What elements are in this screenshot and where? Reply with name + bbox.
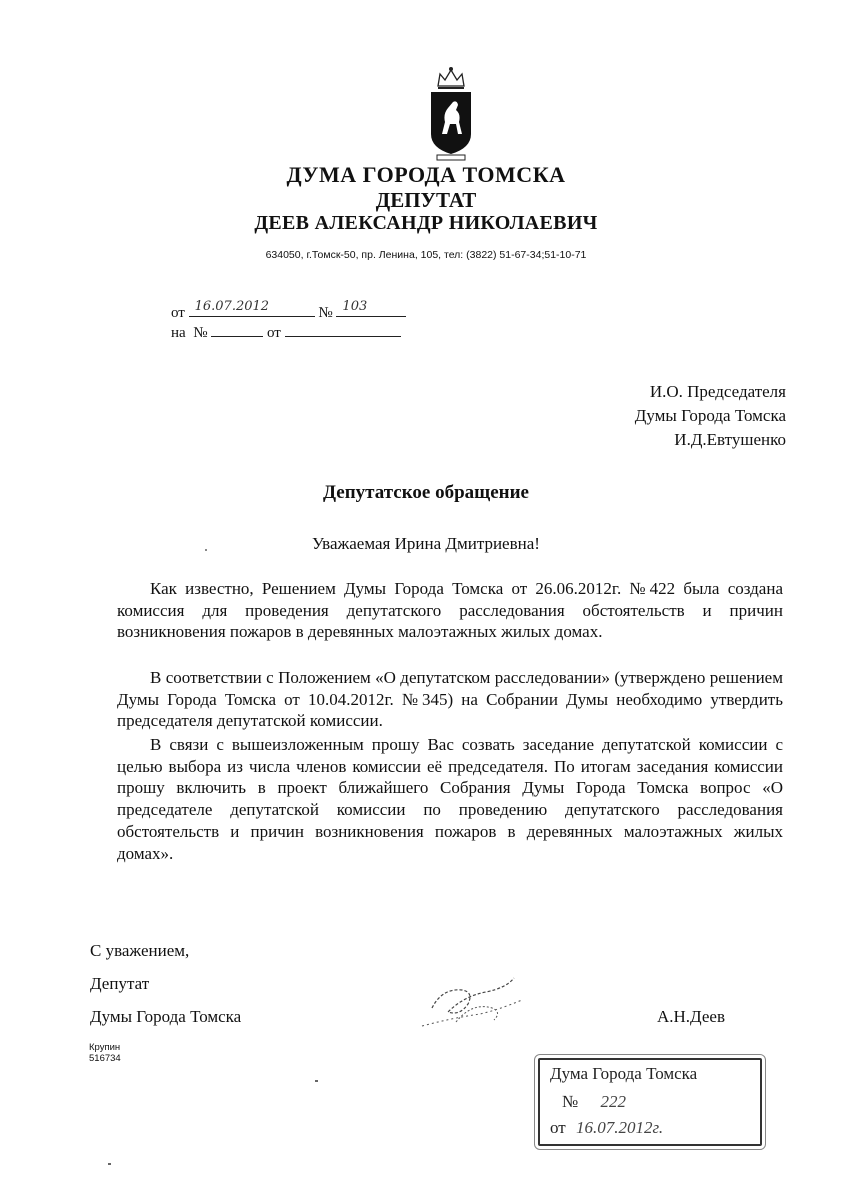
- closing-block: [90, 934, 241, 1033]
- number-field: [336, 299, 406, 317]
- addressee-line: Думы Города Томска: [634, 406, 786, 425]
- closing-line: С уважением,: [90, 941, 190, 960]
- executor-info: [89, 1042, 121, 1064]
- stamp-date-label: от: [550, 1118, 566, 1137]
- on-number-field: [211, 322, 263, 337]
- closing-line: Думы Города Томска: [90, 1007, 242, 1026]
- organization-name: ДУМА ГОРОДА ТОМСКА: [286, 162, 566, 187]
- from-date-handwritten: 16.07.2012: [194, 299, 270, 314]
- from-label: от: [171, 305, 185, 321]
- on-number-label: №: [193, 325, 208, 341]
- deputy-role: ДЕПУТАТ: [375, 188, 477, 212]
- number-handwritten: 103: [342, 299, 368, 314]
- addressee-line: И.Д.Евтушенко: [674, 430, 786, 449]
- contact-address: 634050, г.Томск-50, пр. Ленина, 105, тел: (3822) 51-67-34;51-10-71: [265, 249, 587, 261]
- addressee-line: И.О. Председателя: [649, 382, 786, 401]
- stamp-date: [550, 1118, 663, 1138]
- on-from-label: от: [267, 325, 281, 341]
- body-paragraph: В соответствии с Положением «О депутатском расследовании» (утверждено решением Думы Города Томска от 10.04.2012г. №345) на Собрании Думы необходимо утвердить председателя депутатской комиссии.: [117, 668, 783, 731]
- deputy-name: ДЕЕВ АЛЕКСАНДР НИКОЛАЕВИЧ: [254, 212, 598, 234]
- registration-stamp: [538, 1058, 762, 1146]
- stamp-number-label: №: [562, 1092, 579, 1111]
- document-title: Депутатское обращение: [322, 482, 529, 503]
- stamp-number-handwritten: 222: [600, 1092, 626, 1111]
- scan-speck: [205, 549, 207, 551]
- on-from-field: [285, 322, 401, 337]
- stamp-date-handwritten: 16.07.2012г.: [575, 1118, 664, 1137]
- city-coat-of-arms-icon: [428, 64, 474, 162]
- signer-name: А.Н.Деев: [657, 1007, 725, 1026]
- stamp-number: [562, 1092, 626, 1112]
- outgoing-reference: [171, 299, 406, 322]
- signature-icon: [402, 968, 542, 1038]
- scan-speck: [108, 1163, 111, 1165]
- executor-phone: 516734: [89, 1053, 121, 1064]
- scan-speck: [315, 1080, 318, 1082]
- closing-line: Депутат: [90, 974, 150, 993]
- number-label: №: [318, 305, 333, 321]
- body-paragraph: Как известно, Решением Думы Города Томска от 26.06.2012г. №422 была создана комиссия для проведения депутатского расследования обстоятельств и причин возникновения пожаров в деревянных малоэтажных жилых домах.: [117, 579, 783, 642]
- body-paragraph: В связи с вышеизложенным прошу Вас созвать заседание депутатской комиссии с целью выбора из числа членов комиссии её председателя. По итогам заседания комиссии прошу включить в проект ближайшего Собрания Думы Города Томска вопрос «О председателе депутатской комиссии по проведению депутатского расследования обстоятельств и причин возникновения пожаров в деревянных малоэтажных жилых домах».: [117, 735, 783, 863]
- incoming-reference: [171, 322, 401, 342]
- addressee-block: [635, 380, 786, 452]
- stamp-organization: Дума Города Томска: [550, 1064, 698, 1083]
- from-date-field: [189, 299, 315, 317]
- on-label: на: [171, 325, 186, 341]
- greeting: Уважаемая Ирина Дмитриевна!: [312, 534, 540, 553]
- executor-name: Крупин: [89, 1042, 121, 1053]
